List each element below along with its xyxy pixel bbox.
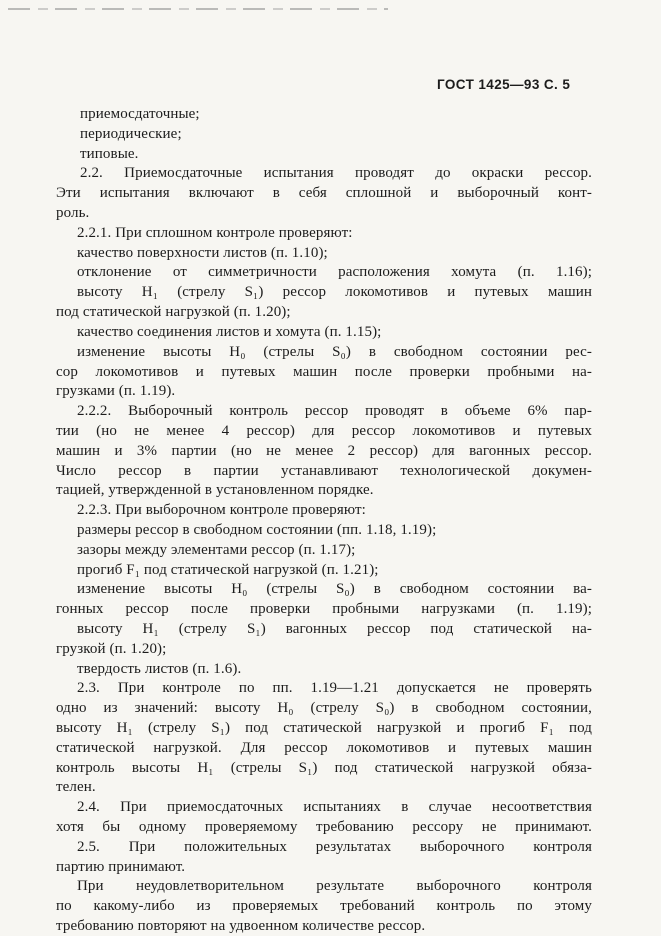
text-line: машин и 3% партии (но не менее 2 рессор) для вагонных рессор. (56, 442, 592, 459)
text-line: размеры рессор в свободном состоянии (пп. 1.18, 1.19); (77, 521, 437, 538)
text-line: грузкой (п. 1.20); (56, 640, 167, 657)
text-line: партию принимают. (56, 858, 186, 875)
text-line: Эти испытания включают в себя сплошной и выборочный конт- (56, 185, 592, 202)
text-line: одно из значений: высоту H₀ (стрелу S₀) в свободном состоянии, (56, 700, 592, 717)
text-line: приемосдаточные; (80, 106, 200, 122)
text-line: сор локомотивов и путевых машин после проверки пробными на- (56, 363, 592, 380)
text-line: роль. (56, 205, 90, 221)
text-line: 2.2. Приемосдаточные испытания проводят до окраски рессор. (80, 165, 592, 182)
text-line: прогиб F₁ под статической нагрузкой (п. 1.21); (77, 561, 379, 578)
text-line: 2.2.1. При сплошном контроле проверяют: (77, 224, 353, 241)
text-line: типовые. (80, 145, 139, 162)
text-line: 2.5. При положительных результатах выборочного контроля (77, 838, 592, 855)
text-line: телен. (56, 779, 96, 796)
text-line: отклонение от симметричности расположения хомута (п. 1.16); (77, 264, 592, 281)
text-line: под статической нагрузкой (п. 1.20); (56, 304, 291, 320)
page-header: ГОСТ 1425—93 С. 5 (437, 77, 571, 92)
text-line: высоту H₁ (стрелу S₁) рессор локомотивов и путевых машин (77, 284, 592, 301)
text-line: высоту H₁ (стрелу S₁) вагонных рессор под статической на- (77, 620, 592, 637)
scan-artifact-line (8, 8, 388, 10)
text-line: тии (но не менее 4 рессор) для рессор локомотивов и путевых (56, 422, 592, 439)
text-line: статической нагрузкой. Для рессор локомотивов и путевых машин (56, 739, 592, 756)
text-line: зазоры между элементами рессор (п. 1.17); (77, 541, 356, 558)
text-line: грузками (п. 1.19). (56, 383, 176, 400)
text-line: 2.4. При приемосдаточных испытаниях в случае несоответствия (77, 799, 592, 816)
text-line: гонных рессор после проверки пробными нагрузками (п. 1.19); (56, 601, 592, 618)
text-line: изменение высоты H₀ (стрелы S₀) в свободном состоянии рес- (77, 343, 592, 360)
text-line: При неудовлетворительном результате выборочного контроля (77, 878, 592, 895)
text-line: 2.2.3. При выборочном контроле проверяют: (77, 502, 366, 519)
text-line: качество соединения листов и хомута (п. 1.15); (77, 323, 382, 340)
text-line: по какому-либо из проверяемых требований контроль по этому (56, 898, 592, 915)
text-line: высоту H₁ (стрелу S₁) под статической нагрузкой и прогиб F₁ под (56, 720, 592, 736)
text-line: хотя бы одному проверяемому требованию рессору не принимают. (56, 819, 592, 835)
text-line: 2.2.2. Выборочный контроль рессор проводят в объеме 6% пар- (77, 403, 592, 420)
text-line: контроль высоты H₁ (стрелы S₁) под статической нагрузкой обяза- (56, 759, 592, 776)
text-line: периодические; (80, 125, 182, 142)
text-line: качество поверхности листов (п. 1.10); (77, 244, 328, 261)
text-line: изменение высоты H₀ (стрелы S₀) в свободном состоянии ва- (77, 581, 592, 598)
text-line: твердость листов (п. 1.6). (77, 660, 242, 677)
text-line: тацией, утвержденной в установленном порядке. (56, 482, 374, 499)
text-line: требованию повторяют на удвоенном количестве рессор. (56, 918, 426, 934)
text-line: Число рессор в партии устанавливают технологической докумен- (56, 462, 592, 479)
text-line: 2.3. При контроле по пп. 1.19—1.21 допускается не проверять (77, 680, 592, 697)
